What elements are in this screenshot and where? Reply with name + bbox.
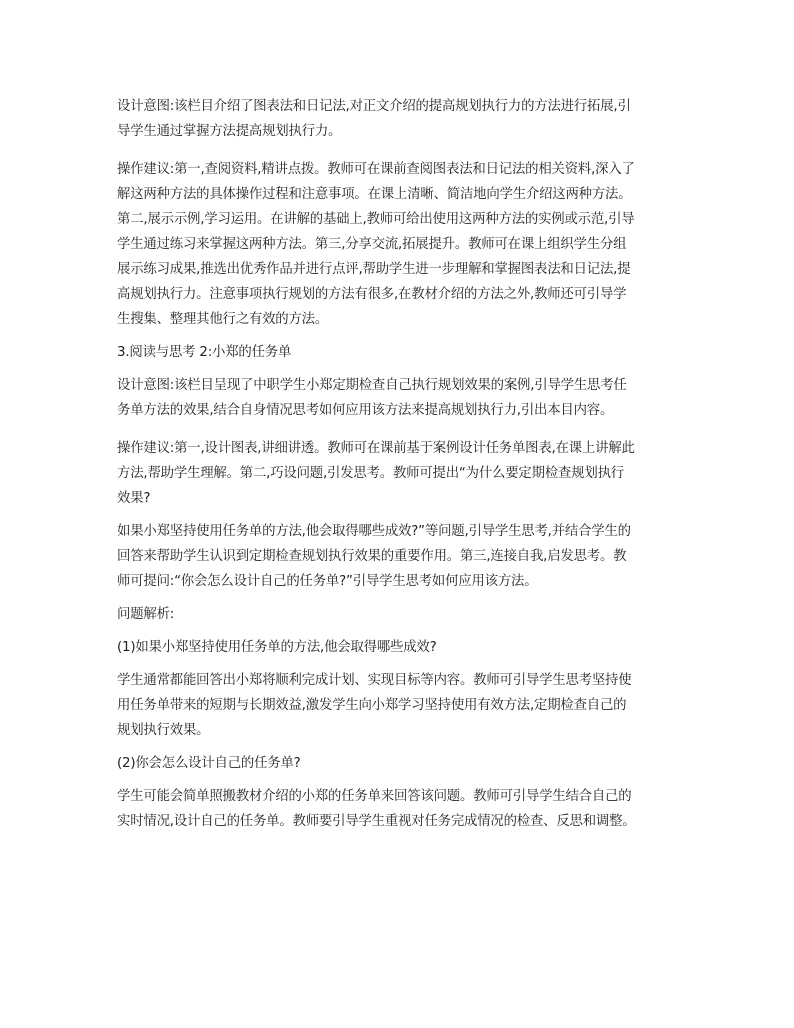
text-line: 导学生通过掌握方法提高规划执行力。 [117, 124, 342, 139]
text-line: 设计意图:该栏目呈现了中职学生小郑定期检查自己执行规划效果的案例,引导学生思考任 [117, 378, 627, 393]
text-line: 高规划执行力。注意事项执行规划的方法有很多,在教材介绍的方法之外,教师还可引导学 [117, 287, 627, 302]
text-line: 解这两种方法的具体操作过程和注意事项。在课上清晰、简洁地向学生介绍这两种方法。 [117, 187, 632, 202]
operation-suggestion-continued [117, 519, 689, 594]
answer-2-paragraph [117, 784, 689, 834]
text-line: 第二,展示示例,学习运用。在讲解的基础上,教师可给出使用这两种方法的实例或示范,引导 [117, 212, 635, 227]
text-line: 务单方法的效果,结合自身情况思考如何应用该方法来提高规划执行力,引出本目内容。 [117, 403, 614, 418]
text-line: 方法,帮助学生理解。第二,巧设问题,引发思考。教师可提出“为什么要定期检查规划执行 [117, 466, 624, 481]
text-line: (1)如果小郑坚持使用任务单的方法,他会取得哪些成效? [117, 640, 437, 655]
text-line: 回答来帮助学生认识到定期检查规划执行效果的重要作用。第三,连接自我,启发思考。教 [117, 549, 627, 564]
operation-suggestion-paragraph [117, 157, 689, 332]
design-intent-paragraph [117, 373, 689, 423]
text-line: 生搜集、整理其他行之有效的方法。 [117, 312, 329, 327]
question-2 [117, 751, 689, 776]
section-heading [117, 340, 689, 365]
text-line: (2)你会怎么设计自己的任务单? [117, 756, 301, 771]
text-line: 如果小郑坚持使用任务单的方法,他会取得哪些成效?”等问题,引导学生思考,并结合学生的 [117, 524, 631, 539]
text-line: 3.阅读与思考 2:小郑的任务单 [117, 345, 292, 360]
text-line: 效果? [117, 491, 151, 506]
text-line: 操作建议:第一,查阅资料,精讲点拨。教师可在课前查阅图表法和日记法的相关资料,深入了 [117, 162, 635, 177]
text-line: 学生通过练习来掌握这两种方法。第三,分享交流,拓展提升。教师可在课上组织学生分组 [117, 237, 627, 252]
text-line: 设计意图:该栏目介绍了图表法和日记法,对正文介绍的提高规划执行力的方法进行拓展,引 [117, 99, 631, 114]
text-line: 规划执行效果。 [117, 723, 210, 738]
text-line: 师可提问:“你会怎么设计自己的任务单?”引导学生思考如何应用该方法。 [117, 574, 538, 589]
document-page [117, 94, 689, 834]
text-line: 问题解析: [117, 607, 175, 622]
text-line: 实时情况,设计自己的任务单。教师要引导学生重视对任务完成情况的检查、反思和调整。 [117, 814, 636, 829]
question-1 [117, 635, 689, 660]
text-line: 操作建议:第一,设计图表,讲细讲透。教师可在课前基于案例设计任务单图表,在课上讲解此 [117, 441, 635, 456]
analysis-heading [117, 602, 689, 627]
design-intent-paragraph [117, 94, 689, 144]
text-line: 用任务单带来的短期与长期效益,激发学生向小郑学习坚持使用有效方法,定期检查自己的 [117, 698, 627, 713]
text-line: 学生可能会简单照搬教材介绍的小郑的任务单来回答该问题。教师可引导学生结合自己的 [117, 789, 632, 804]
text-line: 学生通常都能回答出小郑将顺利完成计划、实现目标等内容。教师可引导学生思考坚持使 [117, 673, 632, 688]
operation-suggestion-paragraph [117, 436, 689, 511]
text-line: 展示练习成果,推选出优秀作品并进行点评,帮助学生进一步理解和掌握图表法和日记法,提 [117, 262, 631, 277]
answer-1-paragraph [117, 668, 689, 743]
